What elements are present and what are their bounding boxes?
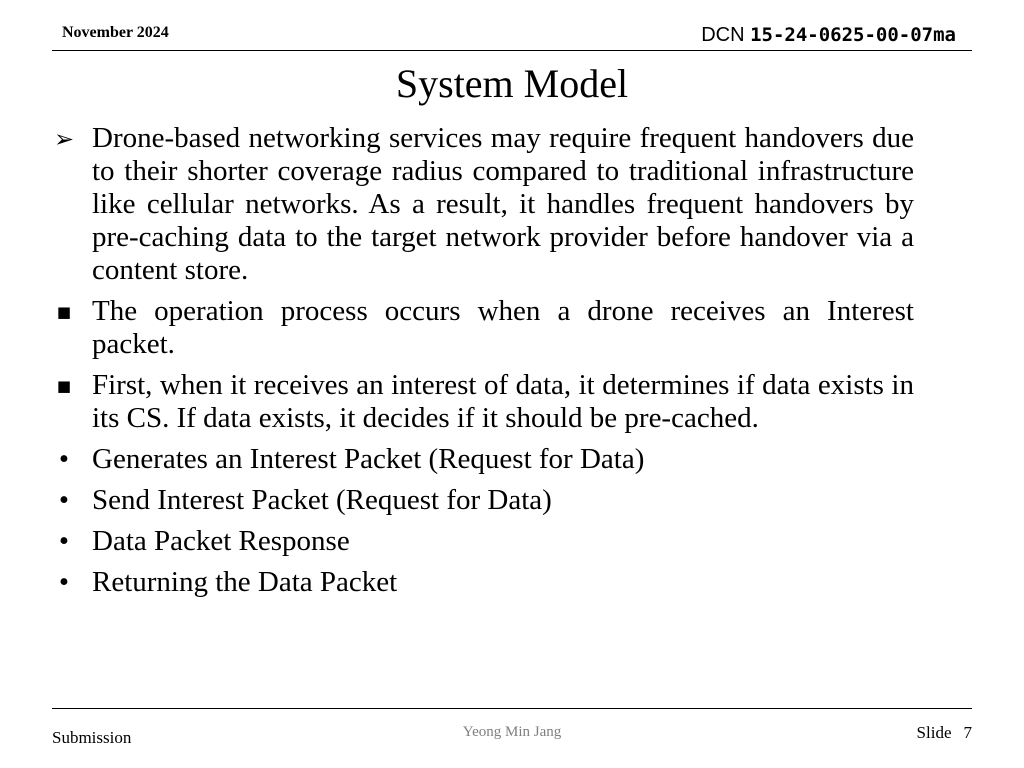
- header-date: November 2024: [62, 24, 169, 41]
- header-doc-number: [701, 24, 956, 47]
- footer-submission: Submission: [52, 728, 132, 747]
- arrow-bullet-icon: ➢: [53, 125, 75, 153]
- doc-number: 15-24-0625-00-07ma: [750, 24, 956, 46]
- dot-bullet-icon: •: [58, 566, 70, 598]
- bullet-item: [52, 443, 914, 476]
- bullet-text: Send Interest Packet (Request for Data): [92, 484, 552, 516]
- header-divider: [52, 50, 972, 51]
- footer-author: Yeong Min Jang: [462, 724, 562, 740]
- bullet-text: Returning the Data Packet: [92, 566, 398, 598]
- bullet-text: First, when it receives an interest of data, it determines if data exists in its CS. If data exists, it decides if it should be pre-cached.: [92, 369, 914, 434]
- doc-prefix: DCN: [701, 24, 745, 46]
- slide-number-value: 7: [963, 723, 972, 742]
- bullet-text: Drone-based networking services may require frequent handovers due to their shorter coverage radius compared to traditional infrastructure like cellular networks. As a result, it handles frequent handovers by pre-caching data to the target network provider before handover via a content store.: [92, 122, 914, 286]
- slide-label: Slide: [916, 723, 952, 742]
- square-bullet-icon: ■: [56, 377, 72, 395]
- bullet-item: [52, 295, 914, 361]
- bullet-item: [52, 525, 914, 558]
- bullet-item: [52, 484, 914, 517]
- bullet-text: The operation process occurs when a drone receives an Interest packet.: [92, 295, 914, 360]
- bullet-item: [52, 566, 914, 599]
- slide-title: System Model: [395, 61, 629, 106]
- bullet-text: Generates an Interest Packet (Request for Data): [92, 443, 645, 475]
- bullet-item: [52, 369, 914, 435]
- dot-bullet-icon: •: [58, 525, 70, 557]
- bullet-item: [52, 122, 914, 287]
- bullet-text: Data Packet Response: [92, 525, 350, 557]
- slide-number: [917, 723, 972, 743]
- dot-bullet-icon: •: [58, 484, 70, 516]
- bullet-list: [52, 122, 914, 607]
- footer-divider: [52, 708, 972, 709]
- square-bullet-icon: ■: [56, 303, 72, 321]
- dot-bullet-icon: •: [58, 443, 70, 475]
